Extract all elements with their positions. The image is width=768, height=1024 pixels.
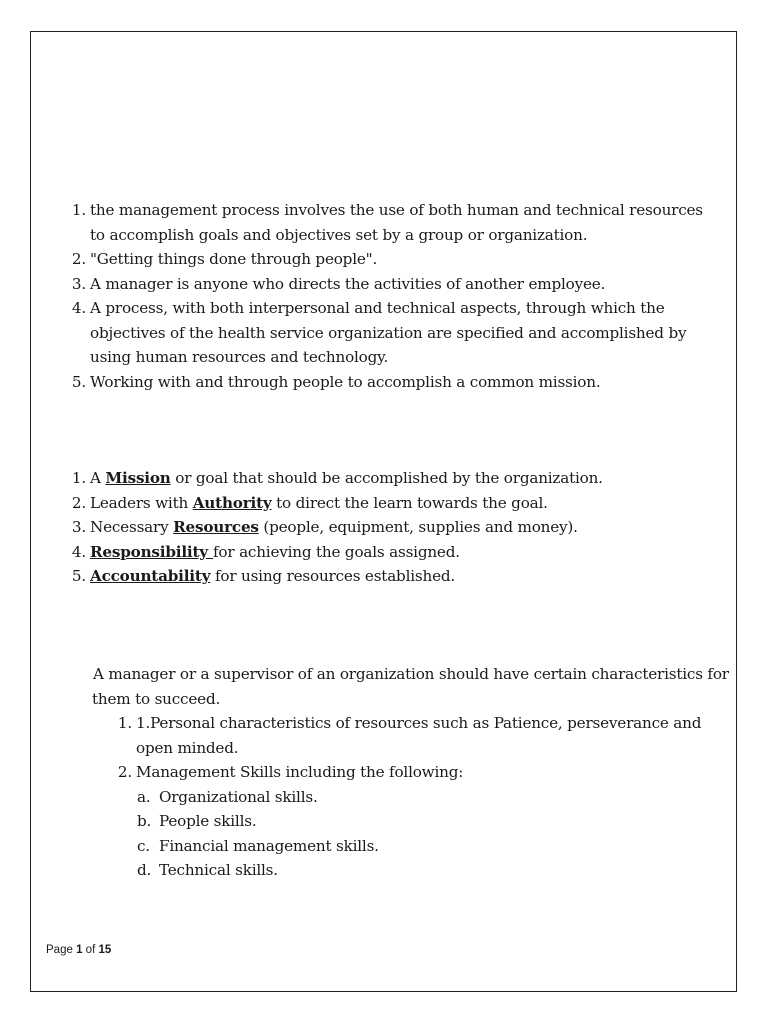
document-page — [30, 31, 737, 992]
list-item: 2. Leaders with Authority to direct the learn towards the goal. — [71, 493, 548, 512]
current-page-number: 1 — [76, 944, 83, 956]
list-item: 5. Working with and through people to accomplish a common mission. — [71, 372, 601, 391]
list-item: 5. Accountability for using resources established. — [71, 567, 456, 585]
sublist-item: a. Organizational skills. — [137, 787, 318, 806]
management-definitions-list — [71, 198, 722, 394]
page-footer — [46, 944, 111, 956]
list-item: 4. Responsibility for achieving the goals assigned. — [71, 542, 460, 561]
list-item: 3. A manager is anyone who directs the activities of another employee. — [71, 274, 606, 293]
list-item-text: Working with and through people to accomplish a common mission. — [90, 372, 601, 391]
list-item-text: the management process involves the use of both human and technical resources to accomplish goals and objectives set by a group or organization. — [90, 201, 703, 244]
keyword-accountability: Accountability — [90, 567, 211, 585]
characteristics-intro: A manager or a supervisor of an organization should have certain characteristics for them to succeed. — [92, 665, 729, 708]
list-item-text: Management Skills including the following: — [136, 763, 464, 781]
characteristics-list — [117, 711, 706, 883]
keyword-authority: Authority — [192, 493, 272, 512]
sublist-item: c. Financial management skills. — [137, 836, 379, 855]
of-label: of — [85, 944, 96, 956]
list-item-text: "Getting things done through people". — [90, 250, 378, 268]
management-skills-sublist — [137, 785, 729, 883]
list-item: 2. "Getting things done through people". — [71, 250, 378, 268]
list-item-text: A manager is anyone who directs the activities of another employee. — [90, 274, 606, 293]
list-item: 2. Management Skills including the following: a. Organizational skills. b. People skills. c. Financial management skills. d. Technical skills. — [136, 760, 706, 883]
keyword-resources: Resources — [173, 518, 259, 536]
keyword-mission: Mission — [105, 469, 171, 487]
list-item: 1. the management process involves the use of both human and technical resources to accomplish goals and objectives set by a group or organization. — [71, 201, 703, 244]
list-item: 1. 1.Personal characteristics of resources such as Patience, perseverance and open minded. — [117, 714, 702, 757]
list-item-text: 1.Personal characteristics of resources such as Patience, perseverance and open minded. — [136, 714, 702, 757]
organization-elements-list — [71, 466, 722, 589]
list-item: 4. A process, with both interpersonal and technical aspects, through which the objectives of the health service organization are specified and accomplished by using human resources and technology. — [71, 299, 687, 366]
list-item: 1. A Mission or goal that should be accomplished by the organization. — [71, 469, 603, 487]
page-label: Page — [46, 944, 73, 956]
sublist-item: d. Technical skills. — [137, 861, 278, 879]
list-item: 3. Necessary Resources (people, equipment, supplies and money). — [71, 518, 578, 536]
total-pages-number: 15 — [98, 944, 112, 956]
list-item-text: A process, with both interpersonal and technical aspects, through which the objectives of the health service organization are specified and accomplished by using human resources and technology. — [90, 299, 687, 366]
sublist-item: b. People skills. — [137, 812, 257, 830]
keyword-responsibility: Responsibility — [90, 542, 214, 561]
